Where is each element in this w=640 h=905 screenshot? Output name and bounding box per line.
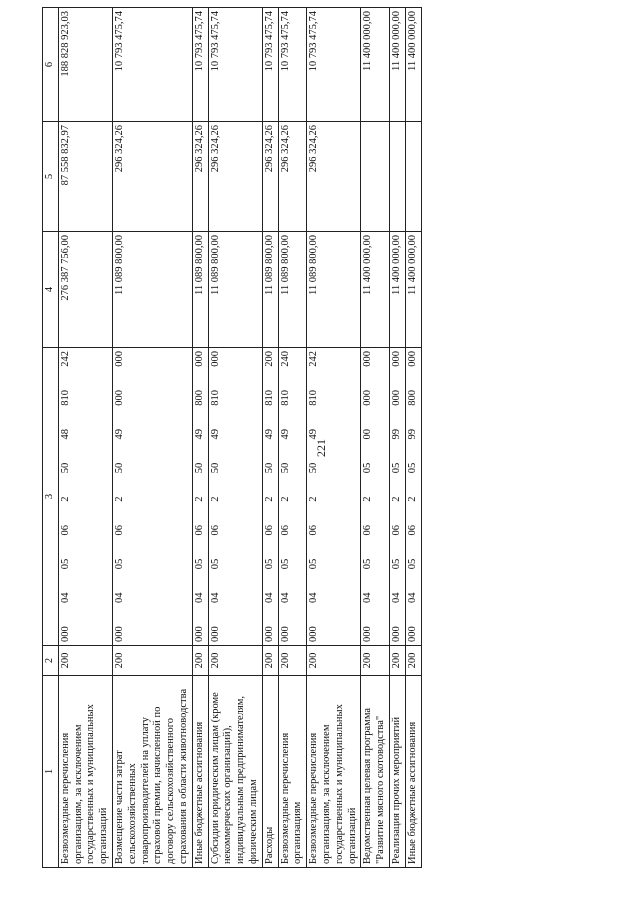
code-segment: 50 — [209, 462, 221, 474]
code-segment: 000 — [362, 626, 374, 642]
remaining-amount-cell: 11 400 000,00 — [389, 8, 405, 122]
code-segment: 000 — [209, 351, 221, 367]
row-name-cell: Возмещение части затрат сельскохозяйственных товаропроизводителей на уплату страховой премии, начисленной по договору сельскохозяйственного страхования в области животноводства — [112, 676, 192, 868]
row-name-cell: Безвозмездные перечисления организациям — [278, 676, 307, 868]
code-segment: 000 — [193, 626, 205, 642]
code-segment: 240 — [279, 351, 291, 367]
code-segment: 06 — [308, 525, 320, 536]
code-segment: 810 — [308, 390, 320, 406]
code-segment: 2 — [59, 496, 71, 502]
code-segment: 04 — [113, 592, 125, 603]
budget-code-cell — [192, 348, 208, 646]
budget-code-cell — [389, 348, 405, 646]
budget-code — [194, 351, 207, 642]
remaining-amount-cell: 10 793 475,74 — [307, 8, 361, 122]
budget-code — [391, 351, 404, 642]
header-cell-4: 4 — [43, 232, 59, 348]
code-segment: 06 — [406, 525, 418, 536]
page-number: 221 — [314, 439, 328, 457]
code-segment: 05 — [263, 558, 275, 570]
admin-code-cell: 200 — [58, 646, 112, 676]
budget-code — [308, 351, 321, 642]
code-segment: 810 — [263, 390, 275, 406]
code-segment: 05 — [362, 558, 374, 570]
budget-code-cell — [405, 348, 421, 646]
admin-code-cell: 200 — [192, 646, 208, 676]
budget-code-cell — [278, 348, 307, 646]
code-segment: 000 — [390, 390, 402, 406]
table-row — [208, 8, 262, 868]
executed-amount-cell: 296 324,26 — [112, 122, 192, 232]
code-segment: 05 — [406, 462, 418, 474]
code-segment: 000 — [390, 626, 402, 642]
table-row — [192, 8, 208, 868]
admin-code-cell: 200 — [405, 646, 421, 676]
code-segment: 49 — [113, 429, 125, 440]
code-segment: 04 — [279, 592, 291, 603]
code-segment: 04 — [59, 592, 71, 603]
approved-amount-cell: 11 400 000,00 — [405, 232, 421, 348]
code-segment: 000 — [362, 351, 374, 367]
code-segment: 06 — [113, 525, 125, 536]
table-row — [262, 8, 278, 868]
code-segment: 000 — [390, 351, 402, 367]
code-segment: 2 — [209, 496, 221, 502]
code-segment: 000 — [263, 626, 275, 642]
code-segment: 800 — [193, 390, 205, 406]
code-segment: 06 — [279, 525, 291, 536]
admin-code-cell: 200 — [307, 646, 361, 676]
code-segment: 242 — [59, 351, 71, 367]
code-segment: 05 — [390, 462, 402, 474]
code-segment: 50 — [113, 462, 125, 474]
code-segment: 00 — [362, 429, 374, 440]
remaining-amount-cell: 10 793 475,74 — [192, 8, 208, 122]
code-segment: 05 — [390, 558, 402, 570]
code-segment: 2 — [193, 496, 205, 502]
code-segment: 50 — [59, 462, 71, 474]
remaining-amount-cell: 10 793 475,74 — [278, 8, 307, 122]
remaining-amount-cell: 10 793 475,74 — [112, 8, 192, 122]
approved-amount-cell: 11 400 000,00 — [361, 232, 390, 348]
budget-code-cell — [262, 348, 278, 646]
code-segment: 05 — [362, 462, 374, 474]
code-segment: 50 — [263, 462, 275, 474]
remaining-amount-cell: 10 793 475,74 — [262, 8, 278, 122]
code-segment: 49 — [308, 429, 320, 440]
executed-amount-cell: 296 324,26 — [192, 122, 208, 232]
code-segment: 000 — [209, 626, 221, 642]
approved-amount-cell: 276 387 756,00 — [58, 232, 112, 348]
budget-code — [60, 351, 73, 642]
code-segment: 99 — [390, 429, 402, 440]
code-segment: 810 — [209, 390, 221, 406]
table-row — [58, 8, 112, 868]
code-segment: 000 — [59, 626, 71, 642]
header-cell-5: 5 — [43, 122, 59, 232]
admin-code-cell: 200 — [112, 646, 192, 676]
budget-code-cell — [112, 348, 192, 646]
admin-code-cell: 200 — [389, 646, 405, 676]
executed-amount-cell: 296 324,26 — [307, 122, 361, 232]
code-segment: 05 — [193, 558, 205, 570]
budget-code — [362, 351, 375, 642]
budget-code-cell — [58, 348, 112, 646]
executed-amount-cell — [389, 122, 405, 232]
table-row — [361, 8, 390, 868]
code-segment: 242 — [308, 351, 320, 367]
code-segment: 200 — [263, 351, 275, 367]
executed-amount-cell — [361, 122, 390, 232]
code-segment: 04 — [193, 592, 205, 603]
admin-code-cell: 200 — [262, 646, 278, 676]
row-name-cell: Безвозмездные перечисления организациям, за исключением государственных и муниципальных организаций — [307, 676, 361, 868]
remaining-amount-cell: 10 793 475,74 — [208, 8, 262, 122]
code-segment: 50 — [308, 462, 320, 474]
code-segment: 50 — [279, 462, 291, 474]
table-body — [58, 8, 421, 868]
code-segment: 000 — [308, 626, 320, 642]
row-name-cell: Иные бюджетные ассигнования — [192, 676, 208, 868]
admin-code-cell: 200 — [361, 646, 390, 676]
remaining-amount-cell: 11 400 000,00 — [361, 8, 390, 122]
code-segment: 000 — [279, 626, 291, 642]
row-name-cell: Реализация прочих мероприятий — [389, 676, 405, 868]
code-segment: 50 — [193, 462, 205, 474]
table-row — [112, 8, 192, 868]
executed-amount-cell — [405, 122, 421, 232]
code-segment: 04 — [390, 592, 402, 603]
executed-amount-cell: 296 324,26 — [278, 122, 307, 232]
header-cell-3: 3 — [43, 348, 59, 646]
code-segment: 06 — [390, 525, 402, 536]
code-segment: 2 — [263, 496, 275, 502]
code-segment: 05 — [308, 558, 320, 570]
approved-amount-cell: 11 089 800,00 — [112, 232, 192, 348]
executed-amount-cell: 87 558 832,97 — [58, 122, 112, 232]
rotated-page — [42, 8, 550, 868]
budget-code — [114, 351, 127, 642]
table-row — [389, 8, 405, 868]
budget-code-cell — [208, 348, 262, 646]
header-row — [43, 8, 59, 868]
code-segment: 49 — [209, 429, 221, 440]
approved-amount-cell: 11 089 800,00 — [262, 232, 278, 348]
code-segment: 05 — [59, 558, 71, 570]
code-segment: 2 — [113, 496, 125, 502]
code-segment: 000 — [406, 626, 418, 642]
code-segment: 04 — [308, 592, 320, 603]
code-segment: 2 — [390, 496, 402, 502]
table-row — [278, 8, 307, 868]
code-segment: 2 — [279, 496, 291, 502]
approved-amount-cell: 11 400 000,00 — [389, 232, 405, 348]
row-name-cell: Безвозмездные перечисления организациям, за исключением государственных и муниципальных организаций — [58, 676, 112, 868]
budget-code — [264, 351, 277, 642]
header-cell-1: 1 — [43, 676, 59, 868]
budget-code-cell — [361, 348, 390, 646]
row-name-cell: Субсидии юридическим лицам (кроме некоммерческих организаций), индивидуальным предпринимателям, физическим лицам — [208, 676, 262, 868]
row-name-cell: Ведомственная целевая программа "Развитие мясного скотоводства" — [361, 676, 390, 868]
approved-amount-cell: 11 089 800,00 — [192, 232, 208, 348]
budget-code — [280, 351, 293, 642]
code-segment: 800 — [406, 390, 418, 406]
budget-code — [407, 351, 420, 642]
code-segment: 000 — [406, 351, 418, 367]
code-segment: 2 — [362, 496, 374, 502]
approved-amount-cell: 11 089 800,00 — [307, 232, 361, 348]
code-segment: 000 — [193, 351, 205, 367]
remaining-amount-cell: 11 400 000,00 — [405, 8, 421, 122]
header-cell-6: 6 — [43, 8, 59, 122]
code-segment: 000 — [362, 390, 374, 406]
table-row — [405, 8, 421, 868]
code-segment: 04 — [406, 592, 418, 603]
code-segment: 04 — [362, 592, 374, 603]
code-segment: 05 — [406, 558, 418, 570]
code-segment: 2 — [406, 496, 418, 502]
row-name-cell: Иные бюджетные ассигнования — [405, 676, 421, 868]
code-segment: 2 — [308, 496, 320, 502]
code-segment: 04 — [263, 592, 275, 603]
code-segment: 99 — [406, 429, 418, 440]
row-name-cell: Расходы — [262, 676, 278, 868]
code-segment: 49 — [279, 429, 291, 440]
code-segment: 810 — [59, 390, 71, 406]
admin-code-cell: 200 — [208, 646, 262, 676]
code-segment: 06 — [263, 525, 275, 536]
code-segment: 06 — [209, 525, 221, 536]
code-segment: 49 — [263, 429, 275, 440]
code-segment: 04 — [209, 592, 221, 603]
code-segment: 05 — [279, 558, 291, 570]
approved-amount-cell: 11 089 800,00 — [278, 232, 307, 348]
header-cell-2: 2 — [43, 646, 59, 676]
table-row — [307, 8, 361, 868]
budget-code — [210, 351, 223, 642]
executed-amount-cell: 296 324,26 — [208, 122, 262, 232]
code-segment: 05 — [113, 558, 125, 570]
code-segment: 000 — [113, 390, 125, 406]
executed-amount-cell: 296 324,26 — [262, 122, 278, 232]
code-segment: 06 — [193, 525, 205, 536]
admin-code-cell: 200 — [278, 646, 307, 676]
budget-table — [42, 7, 422, 868]
code-segment: 48 — [59, 429, 71, 440]
code-segment: 810 — [279, 390, 291, 406]
remaining-amount-cell: 188 828 923,03 — [58, 8, 112, 122]
code-segment: 000 — [113, 626, 125, 642]
approved-amount-cell: 11 089 800,00 — [208, 232, 262, 348]
code-segment: 06 — [59, 525, 71, 536]
code-segment: 000 — [113, 351, 125, 367]
budget-code-cell — [307, 348, 361, 646]
code-segment: 06 — [362, 525, 374, 536]
code-segment: 49 — [193, 429, 205, 440]
code-segment: 05 — [209, 558, 221, 570]
